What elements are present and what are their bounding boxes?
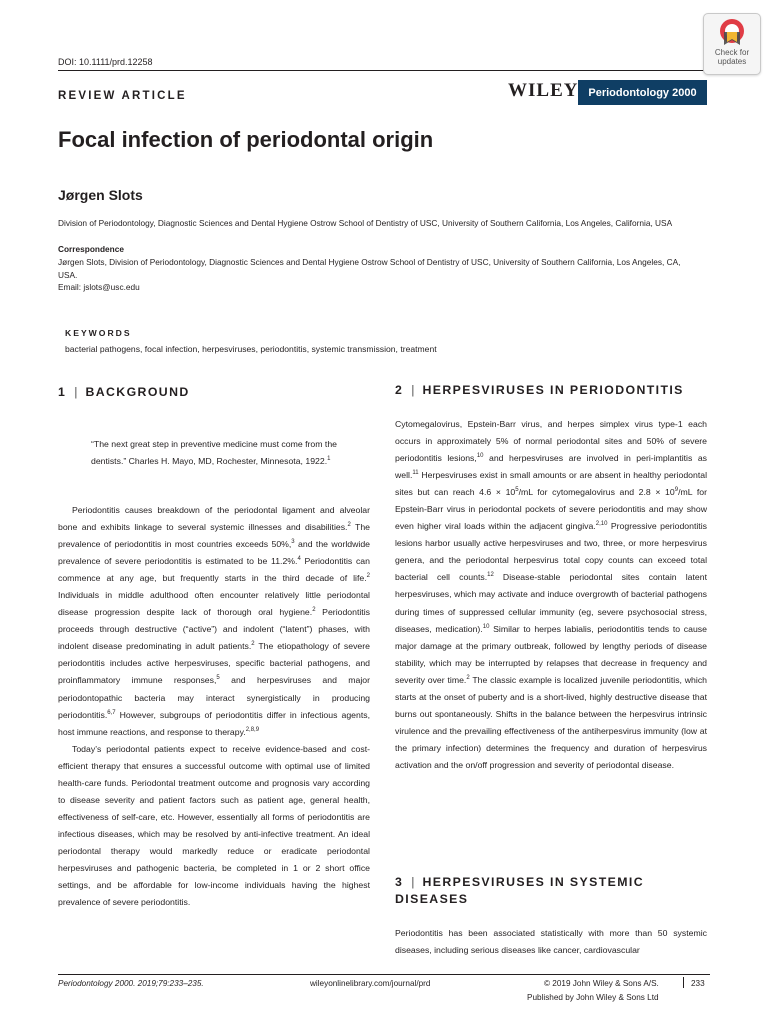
paragraph-text: and herpesviruses and major periodontopathic bacteria may interact synergistically in producing periodontitis. [58,675,370,720]
epigraph-quote [91,436,337,470]
paragraph-text: Progressive periodontitis lesions harbor usually active herpesviruses and two, three, or more herpesvirus genera, and the periodontal herpesvirus total copy counts can exceed total bacterial cell counts. [395,521,707,583]
paragraph-text: Similar to herpes labialis, periodontitis tends to cause major damage at the primary outbreak, followed by lengthy periods of disease stability, which may be interrupted by relapses that decrease in frequency and severity over time. [395,623,707,685]
correspondence-block [58,256,698,294]
paragraph-text: The classic example is localized juvenile periodontitis, which starts at the onset of puberty and is a short-lived, highly destructive disease that burns out spontaneously. Shifts in the balance between the herpesvirus intrinsic virulence and the prevailing effectiveness of the antiherpesvirus immunity (low at the primary infection) determines the frequency and duration of herpesvirus activation and the on/off progression and severity of periodontal disease. [395,674,707,770]
section-2-title: HERPESVIRUSES IN PERIODONTITIS [422,383,684,397]
citation-ref[interactable]: 4 [297,556,301,563]
paragraph-text: Periodontitis can commence at any age, but frequently starts in the third decade of life. [58,556,370,584]
keywords-heading: KEYWORDS [65,328,132,338]
citation-ref[interactable]: 2 [347,522,351,529]
paragraph-text: Periodontitis has been associated statistically with more than 50 systemic diseases, including serious diseases like cancer, cardiovascular [395,928,707,956]
paragraph-text: and herpesviruses are involved in peri-implantitis as well. [395,453,707,481]
paragraph-text: The etiopathology of severe periodontitis includes active herpesviruses, specific bacterial pathogens, and proinflammatory immune responses, [58,641,370,686]
footer-copyright: © 2019 John Wiley & Sons A/S. [544,979,659,988]
paragraph-text: and the worldwide prevalence of severe periodontitis is estimated to be 11.2%. [58,539,370,567]
correspondence-heading: Correspondence [58,244,124,254]
header-rule [58,70,706,71]
keywords-list: bacterial pathogens, focal infection, herpesviruses, periodontitis, systemic transmission, treatment [65,344,437,354]
citation-ref[interactable]: 12 [487,572,494,579]
article-title: Focal infection of periodontal origin [58,127,434,152]
citation-ref[interactable]: 2,10 [595,521,608,528]
citation-ref[interactable]: 2 [366,573,370,580]
footer-separator [683,977,684,988]
citation-ref[interactable]: 5 [216,675,220,682]
paragraph-text: Today’s periodontal patients expect to receive evidence-based and cost-efficient therapy that ensures a successful outcome with optimal use of limited health-care funds. Periodontal treatment outcome and prognosis vary according to disease severity and patient factors such as patient age, general health, effectiveness of self-care, etc. However, essentially all forms of periodontitis are infectious diseases, which may be resolved by anti-infective treatment. An ideal periodontal therapy would markedly reduce or eradicate periodontal herpesviruses and pathogenic bacteria, be completed in 1 or 2 short office settings, and be affordable for low-income individuals having the highest prevalence of severe periodontitis. [58,743,370,908]
section-3-title-line2: DISEASES [395,892,469,906]
footer-citation: Periodontology 2000. 2019;79:233–235. [58,979,204,988]
article-type: REVIEW ARTICLE [58,90,187,102]
citation-ref[interactable]: 2 [251,641,255,648]
body-paragraph [58,741,370,911]
citation-ref[interactable]: 6,7 [107,709,116,716]
citation-ref[interactable]: 10 [482,623,490,630]
doi-line: DOI: 10.1111/prd.12258 [58,57,153,67]
paragraph-text: The prevalence of periodontitis in most countries exceeds 50%, [58,522,370,550]
body-paragraph [395,925,707,959]
footer-publisher: Published by John Wiley & Sons Ltd [527,993,659,1002]
section-2-number: 2 [395,383,404,397]
paragraph-text: /mL for Epstein-Barr virus in periodontal pockets of severe periodontitis and may show even higher viral loads within the adjacent gingiva. [395,487,707,532]
publisher-logo[interactable]: WILEY [508,80,579,101]
check-updates-line2: updates [717,56,747,66]
paragraph-text: Individuals in middle adulthood often encounter relatively little periodontal disease progression despite lack of thorough oral hygiene. [58,590,370,618]
section-1-title: BACKGROUND [85,385,190,399]
section-1-heading: 1 | BACKGROUND [58,385,190,399]
section-2-heading: 2 | HERPESVIRUSES IN PERIODONTITIS [395,383,684,397]
check-updates-line1: Check for [714,48,750,57]
paragraph-text: Cytomegalovirus, Epstein-Barr virus, and herpes simplex virus type-1 each occurs in approximately 5% of normal periodontal sites and 50% of severe periodontitis lesions, [395,419,707,464]
correspondence-text: Jørgen Slots, Division of Periodontology, Diagnostic Sciences and Dental Hygiene Ostrow School of Dentistry of USC, University of Southern California, Los Angeles, CA, USA. [58,257,681,280]
journal-badge[interactable]: Periodontology 2000 [578,80,707,105]
paragraph-text: Periodontitis proceeds through destructive (“active”) and indolent (“latent”) phases, with indolent disease predominating in adult patients. [58,607,370,652]
footer-rule [58,974,710,975]
page-number: 233 [691,979,705,988]
citation-ref[interactable]: 3 [291,539,295,546]
paragraph-text: /mL for cytomegalovirus and 2.8 × 10 [518,487,675,498]
citation-ref[interactable]: 10 [476,453,484,460]
quote-ref[interactable]: 1 [327,456,331,463]
body-paragraph [58,502,370,741]
paragraph-text: Herpesviruses exist in small amounts or are absent in healthy periodontal sites but can reach 4.6 × 10 [395,470,707,498]
right-column-section-2 [395,416,707,774]
section-3-heading: 3 | HERPESVIRUSES IN SYSTEMIC DISEASES [395,875,644,906]
quote-text: “The next great step in preventive medicine must come from the dentists.” Charles H. Mayo, MD, Rochester, Minnesota, 1922. [91,439,337,467]
citation-ref[interactable]: 11 [412,470,419,477]
correspondence-email[interactable]: Email: jslots@usc.edu [58,282,140,292]
body-paragraph [395,416,707,774]
section-1-number: 1 [58,385,67,399]
check-for-updates-badge[interactable] [703,13,761,75]
section-3-title-line1: HERPESVIRUSES IN SYSTEMIC [422,875,644,889]
paragraph-text: Periodontitis causes breakdown of the periodontal ligament and alveolar bone and exhibits linkage to several systemic illnesses and disabilities. [58,505,370,533]
paragraph-text: Disease-stable periodontal sites contain latent herpesviruses, which may activate and induce overgrowth of bacterial pathogens during times of suppressed cellular immunity (eg, severe psychosocial stress, diseases, medication). [395,572,707,634]
right-column-section-3 [395,925,707,959]
citation-ref[interactable]: 2 [466,674,470,681]
citation-ref[interactable]: 2,8,9 [245,726,260,733]
crossmark-icon [719,18,745,48]
left-column [58,502,370,911]
citation-ref[interactable]: 2 [312,607,316,614]
affiliation: Division of Periodontology, Diagnostic Sciences and Dental Hygiene Ostrow School of Dentistry of USC, University of Southern California, Los Angeles, California, USA [58,218,673,228]
footer-url[interactable]: wileyonlinelibrary.com/journal/prd [310,979,431,988]
section-3-number: 3 [395,875,404,889]
paragraph-text: However, subgroups of periodontitis differ in infectious agents, host immune reactions, and response to therapy. [58,709,370,737]
citation-ref[interactable]: 5 [515,487,519,494]
author-name[interactable]: Jørgen Slots [58,187,143,203]
citation-ref[interactable]: 9 [674,487,679,494]
